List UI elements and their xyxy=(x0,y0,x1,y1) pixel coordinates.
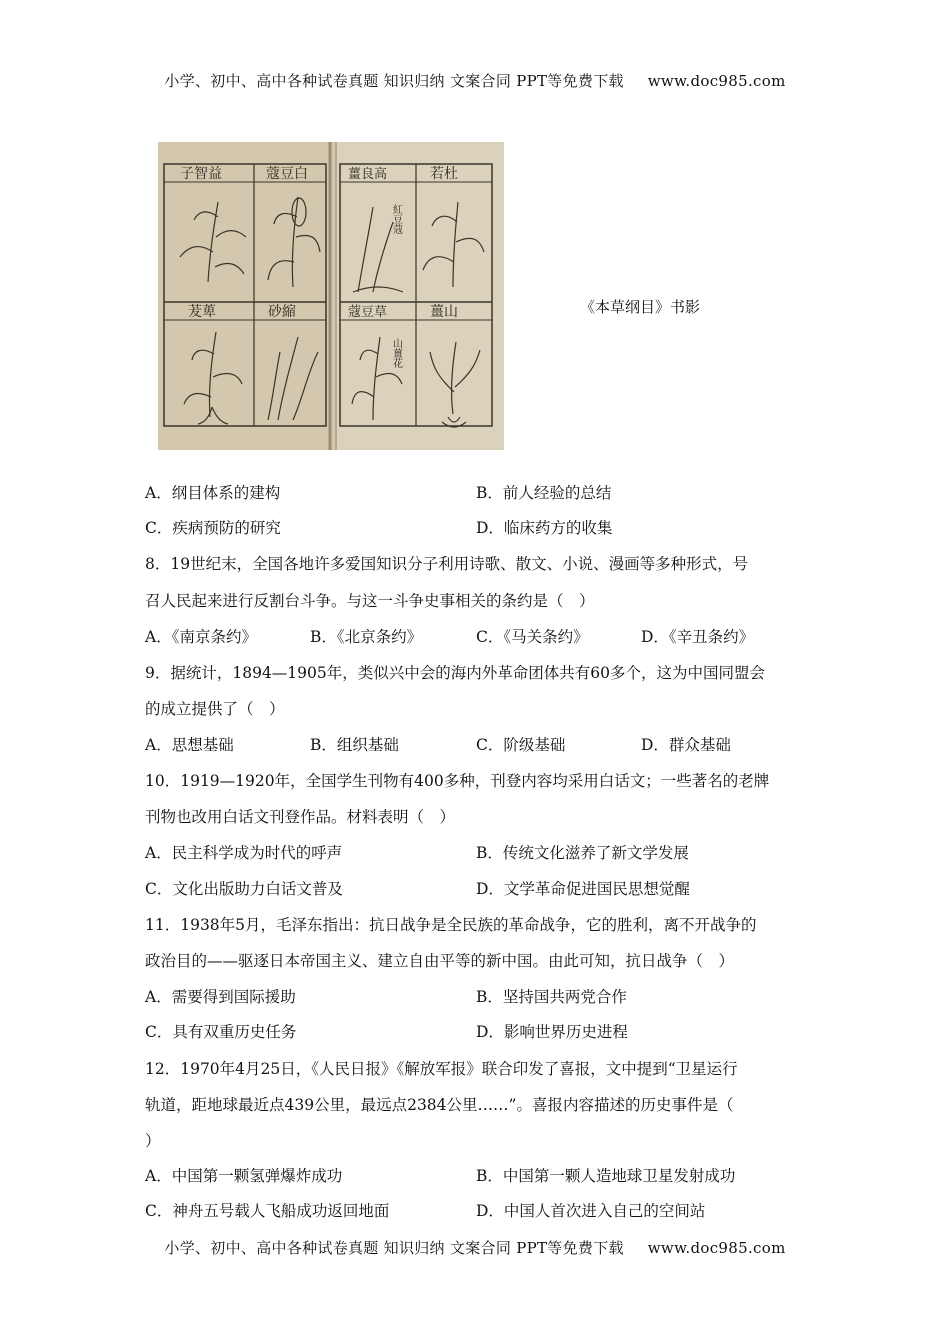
q8-option-b[interactable]: B．《北京条约》 xyxy=(310,628,423,646)
q8-option-d[interactable]: D．《辛丑条约》 xyxy=(641,628,755,646)
label-duruo: 若杜 xyxy=(430,166,458,182)
label-bibo: 茇萆 xyxy=(188,304,216,320)
q10-option-b[interactable]: B．传统文化滋养了新文学发展 xyxy=(476,844,689,862)
q10-stem-line1: 10．1919—1920年，全国学生刊物有400多种，刊登内容均采用白话文；一些著名的老牌 xyxy=(145,772,770,790)
page-header xyxy=(0,70,950,91)
q8-stem-line1: 8．19世纪末，全国各地许多爱国知识分子利用诗歌、散文、小说、漫画等多种形式，号 xyxy=(145,555,749,573)
q12-option-b[interactable]: B．中国第一颗人造地球卫星发射成功 xyxy=(476,1167,736,1185)
q12-stem-line2: 轨道，距地球最近点439公里，最远点2384公里……”。喜报内容描述的历史事件是（ xyxy=(145,1096,734,1114)
header-text: 小学、初中、高中各种试卷真题 知识归纳 文案合同 PPT等免费下载 xyxy=(164,72,624,90)
q11-stem-line2: 政治目的——驱逐日本帝国主义、建立自由平等的新中国。由此可知，抗日战争（ ） xyxy=(145,952,735,970)
q8-option-a[interactable]: A．《南京条约》 xyxy=(145,628,257,646)
label-gaoliangjiang: 薑良高 xyxy=(348,167,388,182)
q12-option-a[interactable]: A．中国第一颗氢弹爆炸成功 xyxy=(145,1167,343,1185)
label-suosha: 砂縮 xyxy=(268,304,296,320)
q11-option-d[interactable]: D．影响世界历史进程 xyxy=(476,1023,628,1041)
q8-stem-line2: 召人民起来进行反割台斗争。与这一斗争史事相关的条约是（ ） xyxy=(145,592,595,610)
page-footer xyxy=(0,1237,950,1258)
q12-option-c[interactable]: C．神舟五号载人飞船成功返回地面 xyxy=(145,1202,390,1220)
q10-option-c[interactable]: C．文化出版助力白话文普及 xyxy=(145,880,343,898)
label-yizhizi: 子智益 xyxy=(180,166,222,182)
q9-option-b[interactable]: B．组织基础 xyxy=(310,736,399,754)
bencao-book-image xyxy=(158,142,504,450)
q12-option-d[interactable]: D．中国人首次进入自己的空间站 xyxy=(476,1202,706,1220)
q10-option-a[interactable]: A．民主科学成为时代的呼声 xyxy=(145,844,343,862)
label-caodoukou: 蔻豆草 xyxy=(348,305,388,320)
book-illustration xyxy=(158,142,504,450)
q10-stem-line2: 刊物也改用白话文刊登作品。材料表明（ ） xyxy=(145,808,456,826)
q9-stem-line1: 9．据统计，1894—1905年，类似兴中会的海内外革命团体共有60多个，这为中国同盟会 xyxy=(145,664,765,682)
q7-option-a[interactable]: A．纲目体系的建构 xyxy=(145,484,281,502)
figure-caption: 《本草纲目》书影 xyxy=(580,298,701,316)
inset-hongdoukou: 紅豆蔻 xyxy=(390,204,402,234)
q9-stem-line2: 的成立提供了（ ） xyxy=(145,700,285,718)
q9-option-c[interactable]: C．阶级基础 xyxy=(476,736,566,754)
q11-option-b[interactable]: B．坚持国共两党合作 xyxy=(476,988,627,1006)
q12-stem-line3: ） xyxy=(145,1132,161,1150)
q11-option-c[interactable]: C．具有双重历史任务 xyxy=(145,1023,297,1041)
q7-option-d[interactable]: D．临床药方的收集 xyxy=(476,519,613,537)
q7-option-b[interactable]: B．前人经验的总结 xyxy=(476,484,612,502)
footer-text: 小学、初中、高中各种试卷真题 知识归纳 文案合同 PPT等免费下载 xyxy=(164,1239,624,1257)
q11-option-a[interactable]: A．需要得到国际援助 xyxy=(145,988,296,1006)
q11-stem-line1: 11．1938年5月，毛泽东指出：抗日战争是全民族的革命战争，它的胜利，离不开战争的 xyxy=(145,916,757,934)
q9-option-d[interactable]: D．群众基础 xyxy=(641,736,731,754)
label-baidoukou: 蔻豆白 xyxy=(266,166,308,182)
inset-shanjianghua: 山薑花 xyxy=(390,338,402,368)
q7-option-c[interactable]: C．疾病预防的研究 xyxy=(145,519,281,537)
q10-option-d[interactable]: D．文学革命促进国民思想觉醒 xyxy=(476,880,690,898)
header-url[interactable]: www.doc985.com xyxy=(647,72,786,90)
label-shanjiang: 薑山 xyxy=(430,304,458,320)
footer-url[interactable]: www.doc985.com xyxy=(647,1239,786,1257)
q9-option-a[interactable]: A．思想基础 xyxy=(145,736,234,754)
q8-option-c[interactable]: C．《马关条约》 xyxy=(476,628,589,646)
q12-stem-line1: 12．1970年4月25日，《人民日报》《解放军报》联合印发了喜报，文中提到“卫星运行 xyxy=(145,1060,738,1078)
